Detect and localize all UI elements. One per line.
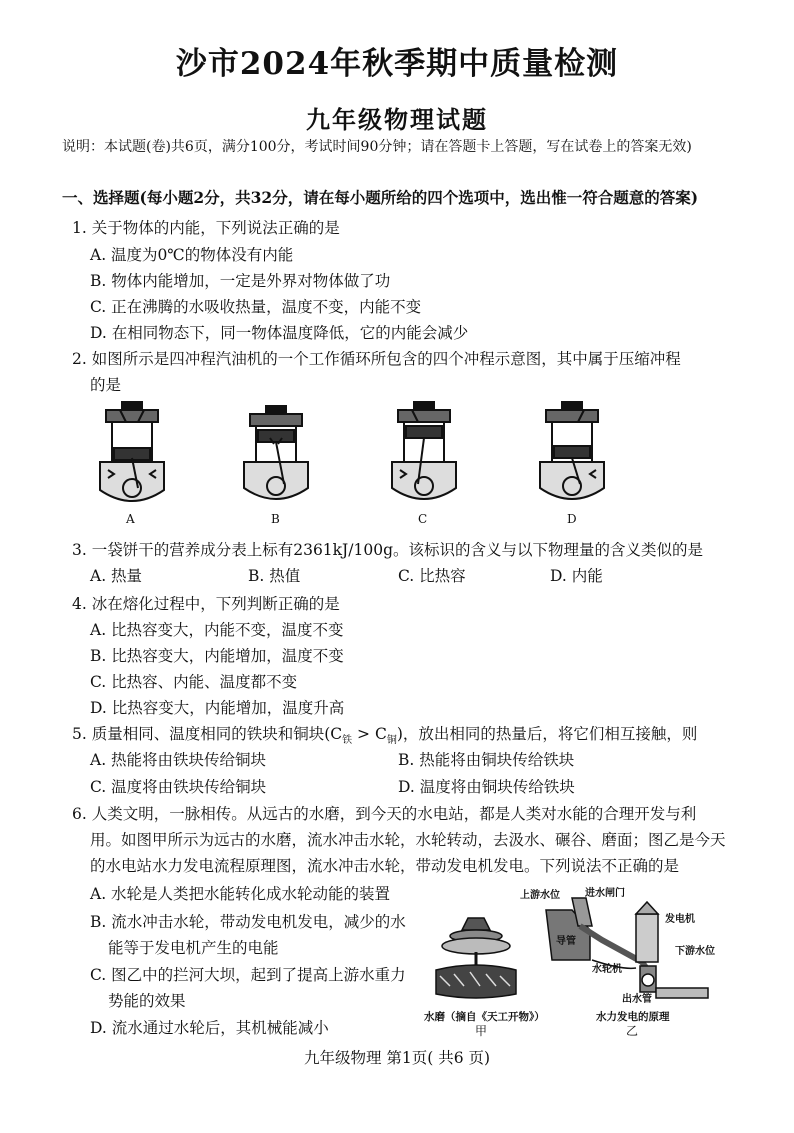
question-5-stem-pre: 5. 质量相同、温度相同的铁块和铜块(C [72, 725, 343, 743]
question-4-option-b: B. 比热容变大，内能增加，温度不变 [90, 647, 344, 665]
page-footer: 九年级物理 第1页( 共6 页) [303, 1049, 491, 1067]
hydro-label-downstream: 下游水位 [675, 946, 715, 957]
watermill-caption: 水磨（摘自《天工开物》） [424, 1011, 545, 1023]
question-5-option-d: D. 温度将由铜块传给铁块 [398, 778, 575, 796]
hydro-label-intake: 进水闸门 [585, 888, 625, 899]
question-3-option-b: B. 热值 [248, 567, 301, 585]
watermill-figure [428, 910, 524, 1008]
question-3-stem: 3. 一袋饼干的营养成分表上标有2361kJ/100g。该标识的含义与以下物理量的含义类似的是 [72, 541, 703, 559]
question-1-option-a: A. 温度为0℃的物体没有内能 [90, 246, 294, 264]
engine-label-b: B [271, 512, 280, 526]
question-3-option-d: D. 内能 [550, 567, 603, 585]
question-2-stem-line1: 2. 如图所示是四冲程汽油机的一个工作循环所包含的四个冲程示意图，其中属于压缩冲程 [72, 350, 681, 368]
question-6-option-a: A. 水轮是人类把水能转化成水轮动能的装置 [90, 885, 391, 903]
question-6-stem-line3: 的水电站水力发电流程原理图，流水冲击水轮，带动发电机发电。下列说法不正确的是 [90, 857, 680, 875]
hydro-label-turbine: 水轮机 [592, 964, 622, 975]
hydro-caption: 水力发电的原理 [596, 1011, 670, 1023]
engine-label-a: A [126, 512, 135, 526]
question-4-stem: 4. 冰在熔化过程中，下列判断正确的是 [72, 595, 340, 613]
hydro-label-pipe: 导管 [556, 936, 576, 947]
engine-figure-c [384, 400, 464, 510]
question-3-option-c: C. 比热容 [398, 567, 466, 585]
question-5-option-a: A. 热能将由铁块传给铜块 [90, 751, 267, 769]
question-5-sub-iron: 铁 [342, 735, 353, 747]
question-6-option-c-line1: C. 图乙中的拦河大坝，起到了提高上游水重力 [90, 966, 406, 984]
question-5-stem-post: )，放出相同的热量后，将它们相互接触，则 [396, 725, 698, 743]
question-1-option-b: B. 物体内能增加，一定是外界对物体做了功 [90, 272, 391, 290]
question-2-stem-line2: 的是 [90, 376, 122, 394]
hydro-label: 乙 [626, 1024, 639, 1038]
question-5-option-c: C. 温度将由铁块传给铜块 [90, 778, 267, 796]
question-3-option-a: A. 热量 [90, 567, 143, 585]
question-5-stem-mid: > C [352, 725, 387, 743]
question-4-option-a: A. 比热容变大，内能不变，温度不变 [90, 621, 344, 639]
hydro-label-generator: 发电机 [665, 914, 695, 925]
hydro-label-upstream: 上游水位 [520, 890, 560, 901]
question-6-stem-line1: 6. 人类文明，一脉相传。从远古的水磨，到今天的水电站，都是人类对水能的合理开发与利 [72, 805, 697, 823]
question-4-option-c: C. 比热容、内能、温度都不变 [90, 673, 298, 691]
question-1-option-d: D. 在相同物态下，同一物体温度降低，它的内能会减少 [90, 324, 469, 342]
question-5-option-b: B. 热能将由铜块传给铁块 [398, 751, 575, 769]
exam-title: 沙市2024年秋季期中质量检测 [175, 46, 619, 82]
exam-instructions: 说明：本试题(卷)共6页，满分100分，考试时间90分钟；请在答题卡上答题，写在试卷上的答案无效) [62, 139, 692, 155]
question-4-option-d: D. 比热容变大，内能增加，温度升高 [90, 699, 345, 717]
hydro-label-outlet: 出水管 [622, 994, 652, 1005]
question-6-option-b-line2: 能等于发电机产生的电能 [108, 939, 279, 957]
engine-figure-a [92, 400, 172, 512]
question-6-option-b-line1: B. 流水冲击水轮，带动发电机发电，减少的水 [90, 913, 406, 931]
engine-figure-b [238, 404, 314, 510]
question-5-sub-copper: 铜 [386, 735, 397, 747]
question-1-stem: 1. 关于物体的内能，下列说法正确的是 [72, 219, 340, 237]
question-5-stem [72, 722, 697, 746]
question-6-option-c-line2: 势能的效果 [108, 992, 186, 1010]
engine-label-d: D [567, 512, 577, 526]
watermill-label: 甲 [475, 1024, 488, 1038]
question-6-stem-line2: 用。如图甲所示为远古的水磨，流水冲击水轮，水轮转动，去汲水、碾谷、磨面；图乙是今天 [90, 831, 726, 849]
exam-subtitle: 九年级物理试题 [306, 105, 488, 134]
question-1-option-c: C. 正在沸腾的水吸收热量，温度不变，内能不变 [90, 298, 422, 316]
section-heading: 一、选择题(每小题2分，共32分，请在每小题所给的四个选项中，选出惟一符合题意的答案) [62, 188, 699, 207]
engine-figure-d [532, 400, 612, 510]
engine-label-c: C [418, 512, 428, 526]
question-6-option-d: D. 流水通过水轮后，其机械能减小 [90, 1019, 329, 1037]
